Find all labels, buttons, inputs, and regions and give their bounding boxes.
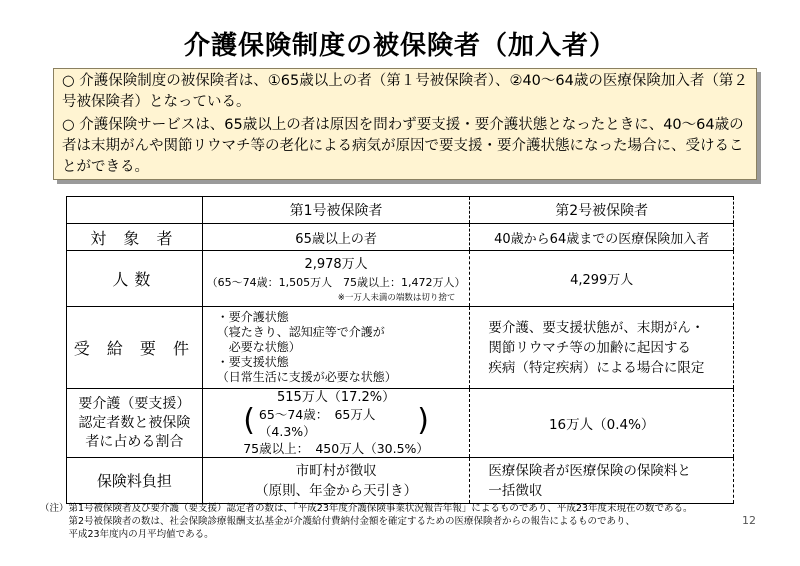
count-type1 [202, 251, 470, 307]
row-label-target: 対 象 者 [67, 224, 203, 251]
header-type2: 第2号被保険者 [470, 197, 734, 224]
header-empty [67, 197, 203, 224]
ratio-label-line: 者に占める割合 [85, 433, 184, 450]
premium-type1 [202, 458, 470, 504]
eligibility-line: ・要介護状態 [216, 310, 289, 324]
footnote [40, 502, 760, 541]
footnote-line: （注）第1号被保険者及び要介護（要支援）認定者の数は、「平成23年度介護保険事業状況報告年報」によるものであり、平成23年度末現在の数である。 [40, 503, 693, 514]
insured-table [66, 196, 734, 504]
row-label-count: 人数 [67, 251, 203, 307]
summary-item: ○ 介護保険サービスは、65歳以上の者は原因を問わず要支援・要介護状態となったときに、40～64歳の者は末期がんや関節リウマチ等の老化による病気が原因で要支援・要介護状態になった場合に、受けることができる。 [62, 117, 744, 175]
footnote-line: 平成23年度内の月平均値である。 [40, 529, 214, 540]
ratio-label-line: 認定者数と被保険 [78, 414, 191, 431]
target-type2: 40歳から64歳までの医療保険加入者 [470, 224, 734, 251]
page-title: 介護保険制度の被保険者（加入者） [183, 31, 616, 61]
ratio-type1-b: 75歳以上： 450万人（30.5%） [243, 441, 429, 456]
eligibility-line: 関節リウマチ等の加齢に起因する [488, 339, 691, 356]
eligibility-line: 疾病（特定疾病）による場合に限定 [488, 359, 705, 376]
eligibility-line: 必要な状態） [216, 340, 301, 354]
eligibility-type1 [202, 307, 470, 389]
summary-item: ○ 介護保険制度の被保険者は、①65歳以上の者（第１号被保険者）、②40～64歳の医療保険加入者（第２号被保険者）となっている。 [62, 73, 748, 110]
row-label-ratio [67, 389, 203, 458]
row-label-eligibility: 受 給 要 件 [67, 307, 203, 389]
eligibility-type2 [470, 307, 734, 389]
ratio-type1 [202, 389, 470, 458]
eligibility-line: 要介護、要支援状態が、末期がん・ [488, 319, 705, 336]
count-type1-main: 2,978万人 [304, 256, 368, 272]
target-type1: 65歳以上の者 [202, 224, 470, 251]
summary-box [53, 68, 757, 180]
premium-line: 市町村が徴収 [295, 462, 377, 479]
ratio-type1-main: 515万人（17.2%） [277, 390, 396, 405]
ratio-type2: 16万人（0.4%） [470, 389, 734, 458]
eligibility-line: ・要支援状態 [216, 355, 289, 369]
premium-line: 一括徴収 [488, 482, 543, 499]
page-number: 12 [742, 514, 756, 527]
premium-line: 医療保険者が医療保険の保険料と [488, 462, 691, 479]
count-type1-breakdown: （65～74歳：1,505万人 75歳以上：1,472万人） [206, 275, 466, 289]
count-type2: 4,299万人 [470, 251, 734, 307]
premium-type2 [470, 458, 734, 504]
eligibility-line: （日常生活に支援が必要な状態） [216, 370, 397, 384]
ratio-label-line: 要介護（要支援） [78, 395, 191, 412]
header-type1: 第1号被保険者 [202, 197, 470, 224]
eligibility-line: （寝たきり、認知症等で介護が [216, 325, 385, 339]
left-brace-icon: ( [243, 403, 255, 438]
premium-line: （原則、年金から天引き） [255, 482, 418, 499]
row-label-premium: 保険料負担 [67, 458, 203, 504]
right-brace-icon: ) [417, 403, 429, 438]
footnote-line: 第2号被保険者の数は、社会保険診療報酬支払基金が介護給付費納付金額を確定するための医療保険者からの報告によるものであり、 [40, 516, 636, 527]
ratio-type1-a: 65～74歳： 65万人（4.3%） [258, 407, 376, 439]
count-type1-note: ※一万人未満の端数は切り捨て [337, 292, 456, 303]
